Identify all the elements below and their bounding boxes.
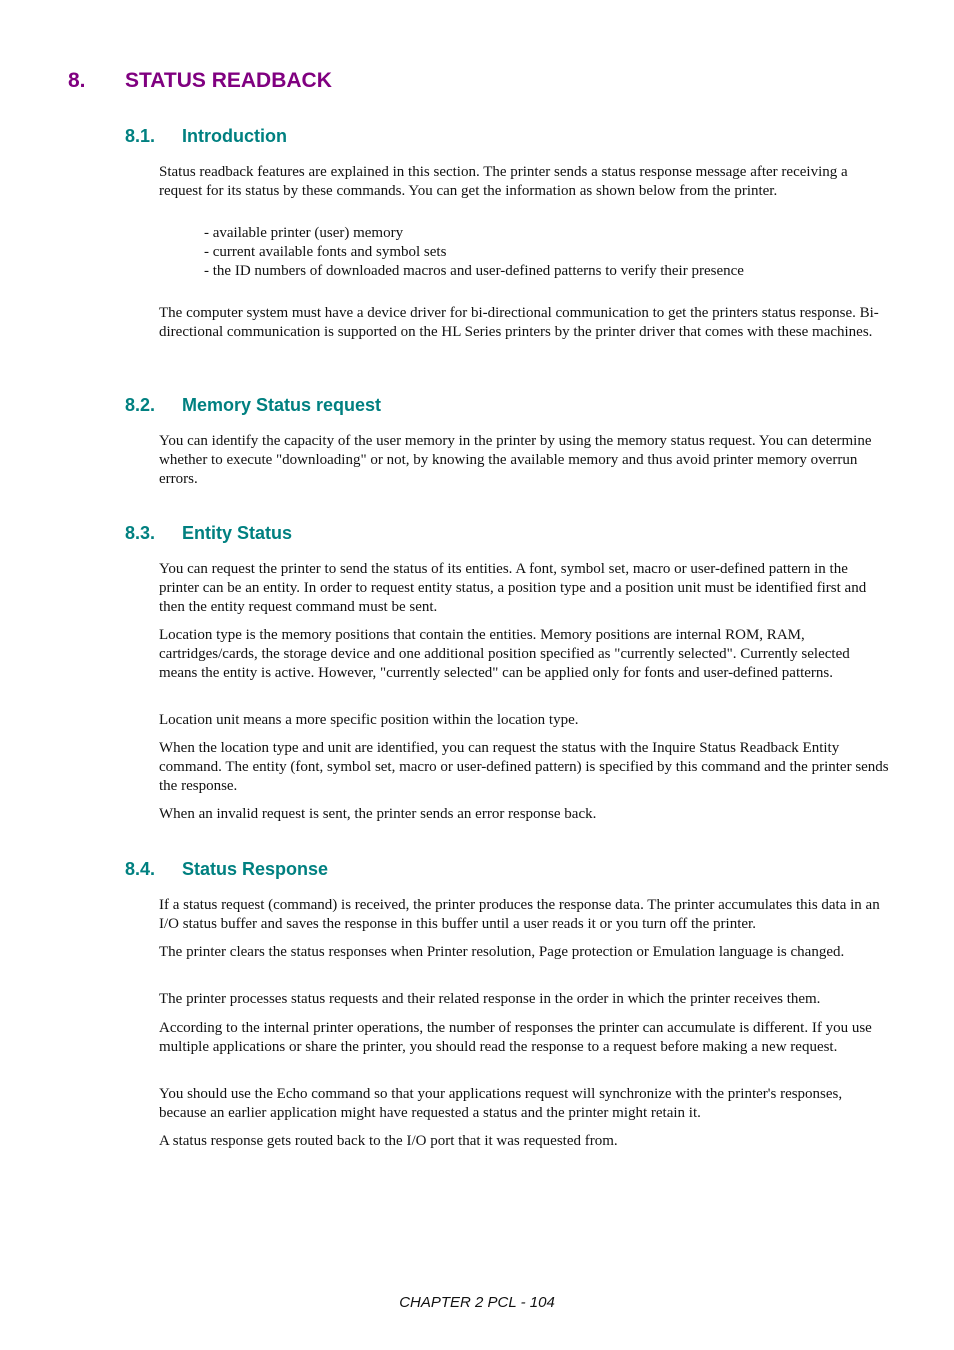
section-number: 8.1. [125,126,156,146]
paragraph: The computer system must have a device driver for bi-directional communication to get the printers status response. Bi-directional communication is supported on the HL Series printers by the printer driver that comes with these machines. [159,305,879,340]
chapter-title-text: STATUS READBACK [125,69,332,92]
chapter-number: 8. [68,69,86,92]
paragraph: If a status request (command) is received, the printer produces the response data. The printer accumulates this data in an I/O status buffer and saves the response in this buffer until a user reads it or you turn off the printer. [159,897,880,932]
section-number: 8.3. [125,523,156,543]
paragraph: When an invalid request is sent, the printer sends an error response back. [159,806,597,822]
list-item: - available printer (user) memory [204,225,404,241]
list-item: - the ID numbers of downloaded macros and user-defined patterns to verify their presence [204,263,744,279]
section-title: Entity Status [182,523,293,543]
paragraph: You can request the printer to send the status of its entities. A font, symbol set, macro or user-defined pattern in the printer can be an entity. In order to request entity status, a position type and a position unit must be identified first and then the entity request command must be sent. [159,561,867,615]
section-title: Introduction [182,126,287,146]
section-heading-status-response [125,859,328,880]
section-title: Status Response [182,859,329,879]
paragraph: The printer clears the status responses when Printer resolution, Page protection or Emulation language is changed. [159,944,845,960]
section-number: 8.4. [125,859,156,879]
paragraph: According to the internal printer operations, the number of responses the printer can accumulate is different. If you use multiple applications or share the printer, you should read the response to a request before making a new request. [159,1020,872,1055]
section-heading-introduction [125,126,287,147]
section-heading-memory-status [125,395,381,416]
section-heading-entity-status [125,523,292,544]
paragraph: Location unit means a more specific position within the location type. [159,712,579,728]
bullet-list [204,224,764,281]
page-footer: CHAPTER 2 PCL - 104 [399,1294,555,1311]
section-title: Memory Status request [182,395,382,415]
paragraph: A status response gets routed back to the I/O port that it was requested from. [159,1133,618,1149]
paragraph: You can identify the capacity of the user memory in the printer by using the memory status request. You can determine whether to execute "downloading" or not, by knowing the available memory and thus avoid printer memory overrun errors. [159,433,872,487]
section-number: 8.2. [125,395,156,415]
paragraph: You should use the Echo command so that your applications request will synchronize with the printer's responses, because an earlier application might have requested a status and the printer might retain it. [159,1086,843,1121]
paragraph: Status readback features are explained in this section. The printer sends a status response message after receiving a request for its status by these commands. You can get the information as shown below from the printer. [159,164,848,199]
list-item: - current available fonts and symbol sets [204,244,447,260]
paragraph: Location type is the memory positions that contain the entities. Memory positions are internal ROM, RAM, cartridges/cards, the storage device and one additional position specified as "currently selected". Currently selected means the entity is active. However, "currently selected" can be applied only for fonts and user-defined patterns. [159,627,850,681]
paragraph: When the location type and unit are identified, you can request the status with the Inquire Status Readback Entity command. The entity (font, symbol set, macro or user-defined pattern) is specified by this command and the printer sends the response. [159,740,889,794]
chapter-title [68,69,332,93]
paragraph: The printer processes status requests and their related response in the order in which the printer receives them. [159,991,821,1007]
